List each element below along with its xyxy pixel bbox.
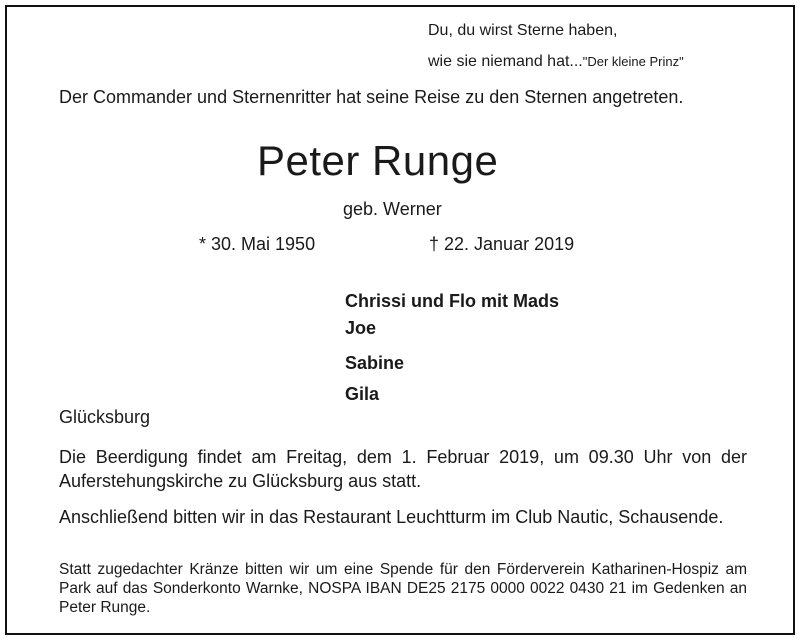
reception-text: Anschließend bitten wir in das Restaurant Leuchtturm im Club Nautic, Schausende. [59,507,724,527]
donation-text: Statt zugedachter Kränze bitten wir um eine Spende für den Förderverein Katharinen-Hospiz am Park auf das Sonderkonto Warnke, NOSPA IBAN DE25 2175 0000 0022 0430 21 im Gedenken an Peter Runge. [59,561,747,616]
intro-text: Der Commander und Sternenritter hat seine Reise zu den Sternen angetreten. [59,87,684,107]
quote-text: wie sie niemand hat... [428,53,583,70]
deceased-name: Peter Runge [257,137,499,184]
quote-line-2 [428,53,684,71]
birth-name: geb. Werner [343,199,442,219]
mourner-4: Gila [345,384,380,404]
mourner-1: Chrissi und Flo mit Mads [345,291,560,311]
place: Glücksburg [59,407,151,427]
mourner-3: Sabine [345,353,405,373]
funeral-text: Die Beerdigung findet am Freitag, dem 1. Februar 2019, um 09.30 Uhr von der Auferstehungskirche zu Glücksburg aus statt. [59,447,747,491]
quote-attribution: "Der kleine Prinz" [582,54,684,69]
mourner-2: Joe [345,318,377,338]
quote-line-1: Du, du wirst Sterne haben, [428,22,618,39]
obituary-notice [5,5,795,635]
death-date: † 22. Januar 2019 [429,234,575,254]
birth-date: * 30. Mai 1950 [199,234,316,254]
